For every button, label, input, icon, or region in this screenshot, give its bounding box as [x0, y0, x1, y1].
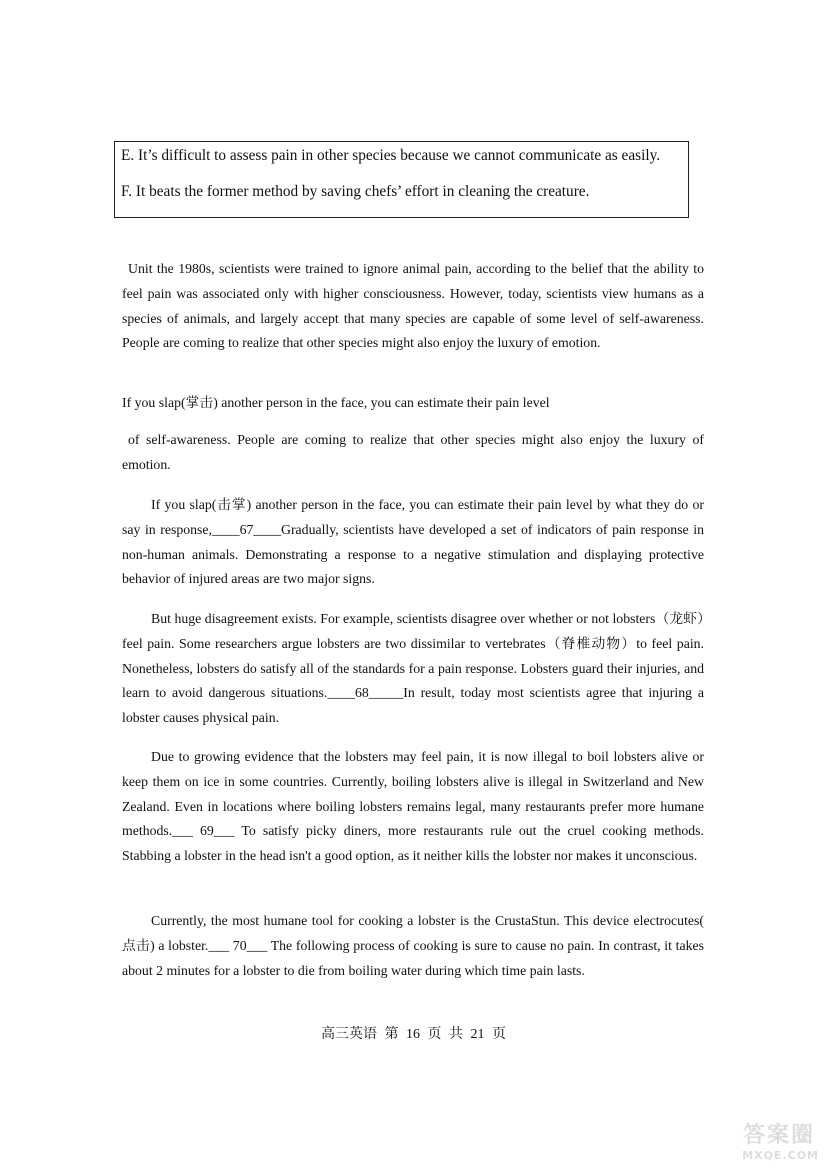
option-e: E. It’s difficult to assess pain in other species because we cannot communicate as easily.: [121, 147, 661, 164]
watermark-url: MXQE.COM: [742, 1149, 819, 1162]
watermark-text: 答案圈: [742, 1123, 815, 1148]
paragraph-2: If you slap(掌击) another person in the face, you can estimate their pain level: [122, 395, 550, 410]
paragraph-5: But huge disagreement exists. For example, scientists disagree over whether or not lobsters（龙虾）feel pain. Some researchers argue lobsters are two dissimilar to vertebrates（脊椎动物）to feel pain. Nonetheless, lobsters do satisfy all of the standards for a pain response. Lobsters guard their injuries, and learn to avoid dangerous situations.____68_____In result, today most scientists agree that injuring a lobster causes physical pain.: [122, 611, 704, 726]
paragraph-1: Unit the 1980s, scientists were trained to ignore animal pain, according to the belief that the ability to feel pain was associated only with higher consciousness. However, today, scientists view humans as a species of animals, and largely accept that many species are capable of some level of self-awareness. People are coming to realize that other species might also enjoy the luxury of emotion.: [122, 261, 704, 351]
page-footer: 高三英语 第 16 页 共 21 页: [321, 1027, 506, 1042]
paragraph-6: Due to growing evidence that the lobsters may feel pain, it is now illegal to boil lobsters alive or keep them on ice in some countries. Currently, boiling lobsters alive is illegal in Switzerland and New Zealand. Even in locations where boiling lobsters remains legal, many restaurants prefer more humane methods.___ 69___ To satisfy picky diners, more restaurants rule out the cruel cooking methods. Stabbing a lobster in the head isn't a good option, as it neither kills the lobster nor makes it unconscious.: [122, 749, 704, 864]
watermark-logo: [737, 1114, 821, 1164]
option-f: F. It beats the former method by saving chefs’ effort in cleaning the creature.: [121, 183, 590, 200]
paragraph-7: Currently, the most humane tool for cooking a lobster is the CrustaStun. This device electrocutes( 点击) a lobster.___ 70___ The following process of cooking is sure to cause no pain. In contrast, it takes about 2 minutes for a lobster to die from boiling water during which time pain lasts.: [122, 913, 704, 978]
paragraph-3: of self-awareness. People are coming to realize that other species might also enjoy the luxury of emotion.: [122, 432, 704, 472]
paragraph-4: If you slap(击掌) another person in the face, you can estimate their pain level by what they do or say in response,____67____Gradually, scientists have developed a set of indicators of pain response in non-human animals. Demonstrating a response to a negative stimulation and displaying protective behavior of injured areas are two major signs.: [122, 497, 704, 587]
options-box: [114, 141, 689, 218]
